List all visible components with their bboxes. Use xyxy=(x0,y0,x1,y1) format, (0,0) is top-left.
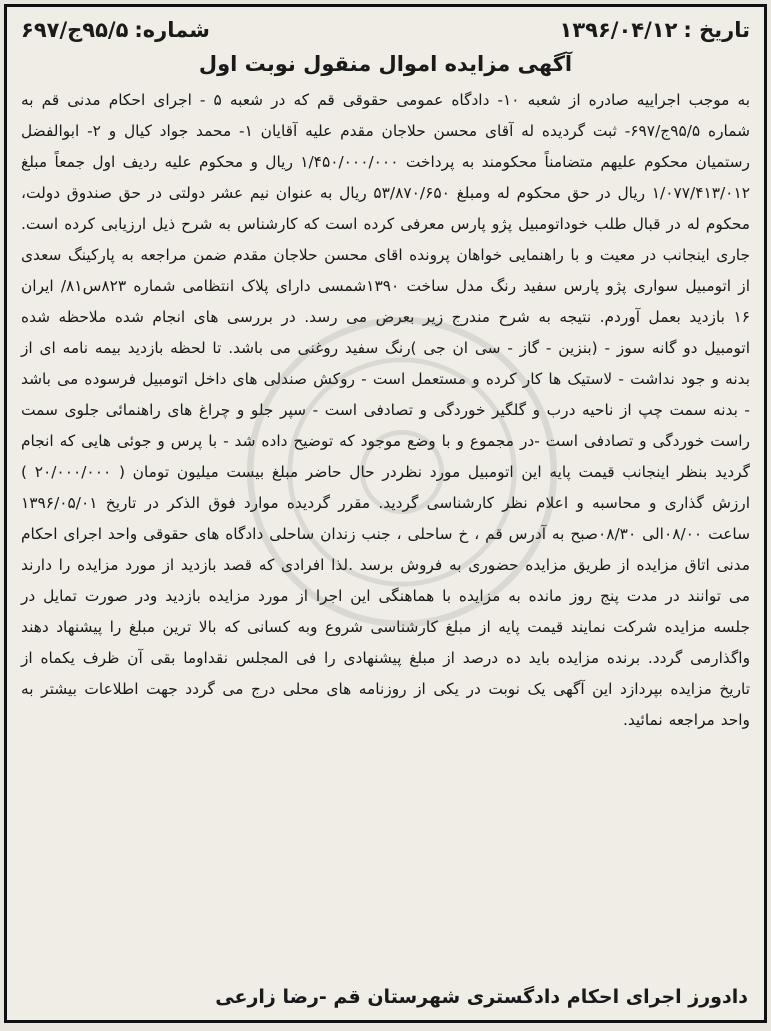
date-label: تاریخ : xyxy=(683,18,750,42)
signature-line: دادورز اجرای احکام دادگستری شهرستان قم -رضا زارعی xyxy=(215,986,748,1008)
number-value: ۹۵/۵ج/۶۹۷ xyxy=(21,18,129,42)
header-row xyxy=(21,15,750,45)
auction-notice xyxy=(4,4,767,1023)
notice-body: به موجب اجراییه صادره از شعبه ۱۰- دادگاه عمومی حقوقی قم که در شعبه ۵ - اجرای احکام مدنی قم به شماره ۹۵/۵ج/۶۹۷- ثبت گردیده له آقای محسن حلاجان مقدم علیه آقایان ۱- محمد جواد کیال و ۲- ابوالفضل رستمیان محکوم علیهم متضامناً محکومند به پرداخت ۱/۴۵۰/۰۰۰/۰۰۰ ریال و محکوم علیه ردیف اول جمعاً مبلغ ۱/۰۷۷/۴۱۳/۰۱۲ ریال در حق محکوم له ومبلغ ۵۳/۸۷۰/۶۵۰ ریال به عنوان نیم عشر دولتی در حق صندوق دولت، محکوم له در قبال طلب خوداتومبیل پژو پارس معرفی کرده است که کارشناس به شرح ذیل ارزیابی کرده است. جاری اینجانب در معیت و با راهنمایی خواهان پرونده اقای محسن حلاجان مقدم ضمن مراجعه به پارکینگ سعدی از اتومبیل سواری پژو پارس سفید رنگ مدل ساخت ۱۳۹۰شمسی دارای پلاک انتظامی شماره ۸۲۳س۸۱/ ایران ۱۶ بازدید بعمل آوردم. نتیجه به شرح مندرج زیر بعرض می رسد. در بررسی های انجام شده ملاحظه شده اتومبیل دو گانه سوز - (بنزین - گاز - سی ان جی )رنگ سفید روغنی می باشد. تا لحظه بازدید بیمه نامه ای از بدنه و جود نداشت - لاستیک ها کار کرده و مستعمل است - روکش صندلی های داخل اتومبیل فرسوده می باشد - بدنه سمت چپ از ناحیه درب و گلگیر خوردگی و تصادفی است - سپر جلو و چراغ های راهنمائی جلوی سمت راست خوردگی و تصادفی است -در مجموع و با وضع موجود که توضیح داده شد - با پرس و جوئی هایی که انجام گردید بنظر اینجانب قیمت پایه این اتومبیل مورد نظردر حال حاضر مبلغ بیست میلیون تومان ( ۲۰/۰۰۰/۰۰۰ ) ارزش گذاری و محاسبه و اعلام نظر کارشناسی گردید. مقرر گردیده موارد فوق الذکر در تاریخ ۱۳۹۶/۰۵/۰۱ ساعت ۰۸/۰۰الی ۰۸/۳۰صبح به آدرس قم ، خ ساحلی ، جنب زندان ساحلی دادگاه های حقوقی واحد اجرای احکام مدنی اتاق مزایده از طریق مزایده حضوری به فروش برسد .لذا افرادی که قصد بازدید از مورد مزایده را دارند می توانند در مدت پنج روز مانده به مزایده با هماهنگی این اجرا از مورد مزایده بازدید ودر صورت تمایل در جلسه مزایده شرکت نمایند قیمت پایه از مبلغ کارشناسی شروع وبه کسانی که بالا ترین مبلغ را پیشنهاد دهند واگذارمی گردد. برنده مزایده باید ده درصد از مبلغ پیشنهادی را فی المجلس نقداوما بقی آن ظرف یکماه از تاریخ مزایده بپردازد این آگهی یک نوبت در یکی از روزنامه های محلی درج می گردد جهت اطلاعات بیشتر به واحد مراجعه نمائید. xyxy=(21,91,750,729)
notice-title: آگهی مزایده اموال منقول نوبت اول xyxy=(198,52,573,76)
number-group xyxy=(21,15,210,45)
number-label: شماره: xyxy=(134,18,210,42)
date-group xyxy=(560,15,750,45)
date-value: ۱۳۹۶/۰۴/۱۲ xyxy=(559,18,678,42)
